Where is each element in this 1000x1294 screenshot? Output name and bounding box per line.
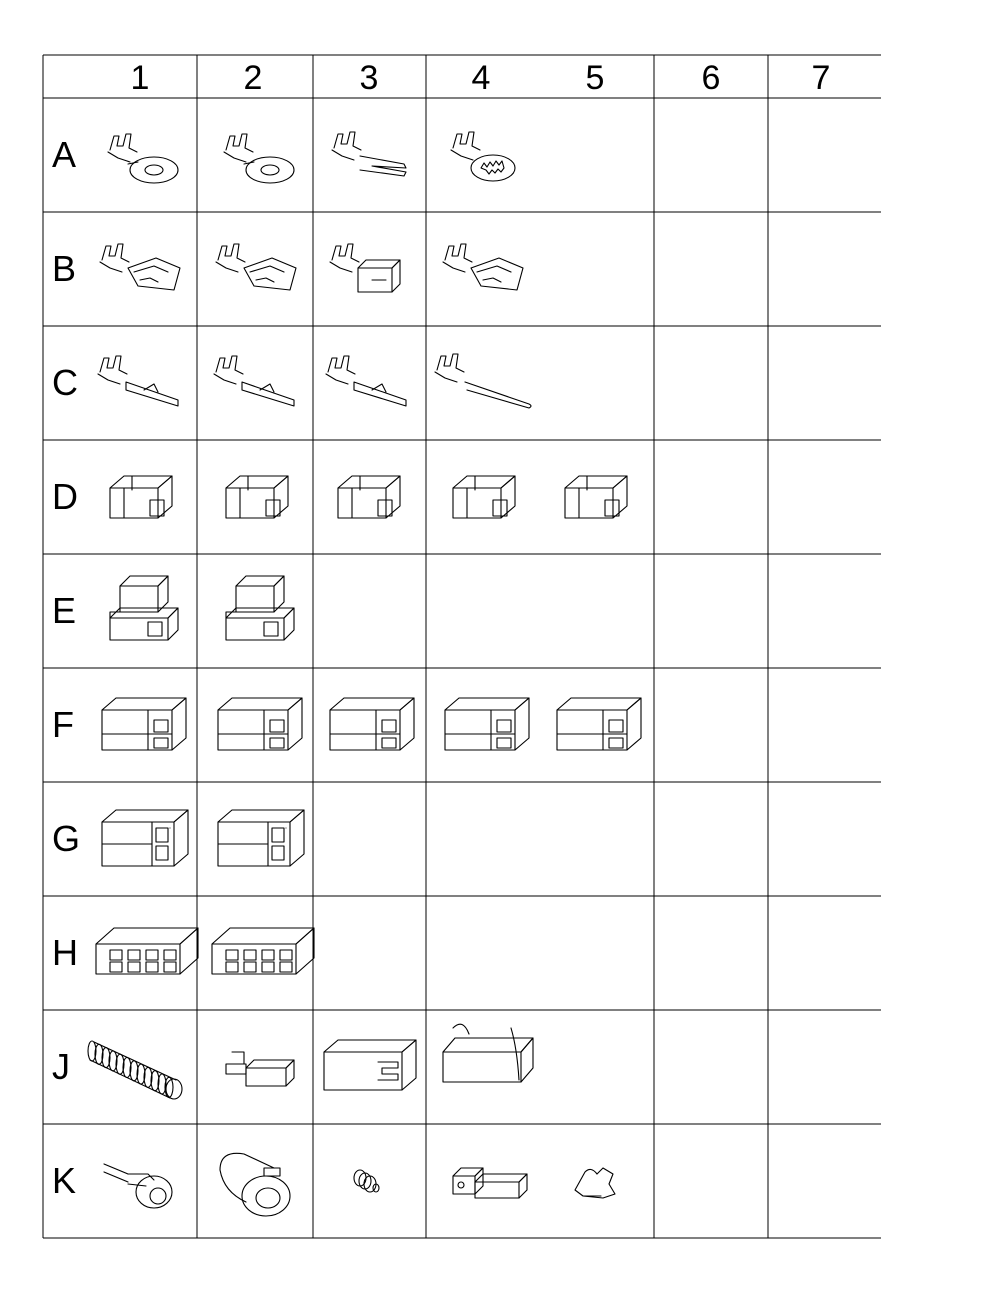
- male-blade-terminal-icon: [98, 356, 178, 406]
- fuse-icon: [226, 1052, 294, 1086]
- column-header-5: 5: [585, 59, 605, 97]
- two-way-housing-icon: [330, 698, 414, 750]
- bullet-connector-icon: [104, 1164, 172, 1208]
- four-way-housing-icon: [218, 810, 304, 866]
- ring-terminal-icon: [108, 134, 178, 183]
- row-label-b: B: [52, 248, 77, 289]
- stacked-housing-icon: [110, 576, 178, 640]
- column-header-7: 7: [811, 59, 831, 97]
- ring-terminal-icon: [224, 134, 294, 183]
- male-blade-terminal-icon: [214, 356, 294, 406]
- row-label-j: J: [52, 1046, 70, 1087]
- multi-pin-housing-icon: [96, 928, 198, 974]
- inline-fuse-holder-icon: [443, 1024, 533, 1082]
- corrugated-tube-icon: [88, 1041, 182, 1099]
- one-way-housing-icon: [226, 476, 288, 518]
- right-angle-terminal-icon: [453, 1168, 527, 1198]
- one-way-housing-icon: [338, 476, 400, 518]
- row-label-d: D: [52, 476, 78, 517]
- row-label-f: F: [52, 704, 74, 745]
- pin-terminal-icon: [435, 354, 531, 408]
- row-label-k: K: [52, 1160, 77, 1201]
- row-label-g: G: [52, 818, 81, 859]
- female-spade-terminal-icon: [443, 244, 523, 290]
- male-blade-terminal-icon: [326, 356, 406, 406]
- row-label-a: A: [52, 134, 77, 175]
- column-header-1: 1: [130, 59, 150, 97]
- two-way-housing-icon: [102, 698, 186, 750]
- insulated-female-terminal-icon: [330, 244, 400, 292]
- stacked-housing-icon: [226, 576, 294, 640]
- two-way-housing-icon: [557, 698, 641, 750]
- wire-seal-icon: [354, 1170, 379, 1192]
- two-way-housing-icon: [218, 698, 302, 750]
- toothed-ring-terminal-icon: [451, 132, 515, 181]
- one-way-housing-icon: [565, 476, 627, 518]
- multi-pin-housing-icon: [212, 928, 314, 974]
- rubber-boot-icon: [220, 1153, 290, 1216]
- column-header-6: 6: [701, 59, 721, 97]
- column-header-2: 2: [243, 59, 263, 97]
- fork-terminal-icon: [332, 132, 406, 176]
- two-way-housing-icon: [445, 698, 529, 750]
- one-way-housing-icon: [453, 476, 515, 518]
- clip-icon: [575, 1168, 615, 1198]
- row-label-e: E: [52, 590, 77, 631]
- female-spade-terminal-icon: [100, 244, 180, 290]
- row-label-c: C: [52, 362, 78, 403]
- four-way-housing-icon: [102, 810, 188, 866]
- column-header-4: 4: [471, 59, 491, 97]
- female-spade-terminal-icon: [216, 244, 296, 290]
- fuse-holder-icon: [324, 1040, 416, 1090]
- row-label-h: H: [52, 932, 78, 973]
- column-header-3: 3: [359, 59, 379, 97]
- one-way-housing-icon: [110, 476, 172, 518]
